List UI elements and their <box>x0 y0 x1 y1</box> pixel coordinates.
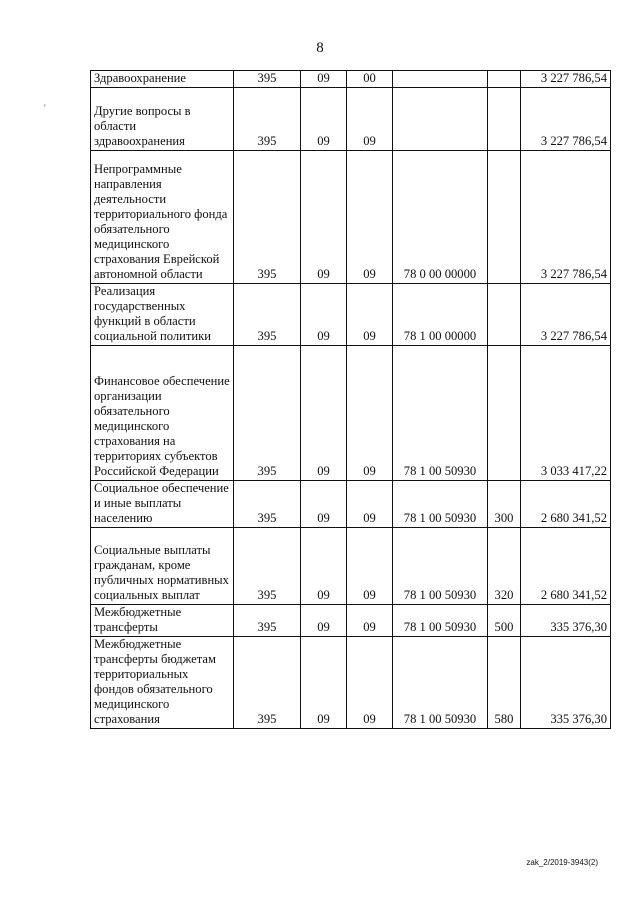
row-expense-type <box>488 88 521 151</box>
row-target-code: 78 1 00 50930 <box>393 346 488 481</box>
row-target-code: 78 1 00 50930 <box>393 481 488 528</box>
row-section: 09 <box>301 637 347 729</box>
table-row <box>91 88 611 151</box>
row-amount: 2 680 341,52 <box>521 528 611 605</box>
row-amount: 3 227 786,54 <box>521 284 611 346</box>
row-admin-code: 395 <box>234 71 301 88</box>
row-subsection: 09 <box>347 481 393 528</box>
row-subsection: 09 <box>347 88 393 151</box>
table-row <box>91 481 611 528</box>
row-target-code: 78 1 00 50930 <box>393 637 488 729</box>
table-row <box>91 346 611 481</box>
row-amount: 2 680 341,52 <box>521 481 611 528</box>
document-code: zak_2/2019-3943(2) <box>526 858 598 867</box>
row-section: 09 <box>301 88 347 151</box>
table-row <box>91 605 611 637</box>
row-target-code: 78 1 00 50930 <box>393 605 488 637</box>
row-target-code: 78 1 00 00000 <box>393 284 488 346</box>
row-amount: 3 227 786,54 <box>521 88 611 151</box>
row-name: Межбюджетные трансферты <box>91 605 234 637</box>
row-name: Реализация государственных функций в области социальной политики <box>91 284 234 346</box>
row-section: 09 <box>301 528 347 605</box>
table-row <box>91 284 611 346</box>
row-name: Социальные выплаты гражданам, кроме публичных нормативных социальных выплат <box>91 528 234 605</box>
row-name: Здравоохранение <box>91 71 234 88</box>
row-admin-code: 395 <box>234 284 301 346</box>
row-amount: 3 227 786,54 <box>521 71 611 88</box>
row-section: 09 <box>301 71 347 88</box>
row-expense-type: 500 <box>488 605 521 637</box>
row-expense-type <box>488 71 521 88</box>
budget-table-body <box>91 71 611 729</box>
row-section: 09 <box>301 346 347 481</box>
row-subsection: 09 <box>347 151 393 284</box>
row-expense-type: 320 <box>488 528 521 605</box>
row-amount: 335 376,30 <box>521 605 611 637</box>
row-section: 09 <box>301 284 347 346</box>
row-target-code: 78 1 00 50930 <box>393 528 488 605</box>
row-name: Социальное обеспечение и иные выплаты населению <box>91 481 234 528</box>
row-admin-code: 395 <box>234 481 301 528</box>
row-expense-type: 580 <box>488 637 521 729</box>
row-admin-code: 395 <box>234 151 301 284</box>
row-subsection: 09 <box>347 605 393 637</box>
row-subsection: 09 <box>347 284 393 346</box>
row-expense-type <box>488 284 521 346</box>
stray-mark: ' <box>44 103 46 113</box>
row-subsection: 09 <box>347 637 393 729</box>
row-subsection: 09 <box>347 346 393 481</box>
row-admin-code: 395 <box>234 605 301 637</box>
table-row <box>91 528 611 605</box>
page-number: 8 <box>316 40 324 56</box>
row-target-code: 78 0 00 00000 <box>393 151 488 284</box>
row-section: 09 <box>301 481 347 528</box>
row-amount: 3 227 786,54 <box>521 151 611 284</box>
row-subsection: 09 <box>347 528 393 605</box>
row-amount: 335 376,30 <box>521 637 611 729</box>
row-expense-type: 300 <box>488 481 521 528</box>
table-row <box>91 637 611 729</box>
row-section: 09 <box>301 151 347 284</box>
row-target-code <box>393 71 488 88</box>
row-section: 09 <box>301 605 347 637</box>
table-row <box>91 71 611 88</box>
row-admin-code: 395 <box>234 88 301 151</box>
table-row <box>91 151 611 284</box>
row-amount: 3 033 417,22 <box>521 346 611 481</box>
row-admin-code: 395 <box>234 346 301 481</box>
row-expense-type <box>488 346 521 481</box>
row-name: Финансовое обеспечение организации обязательного медицинского страхования на территориях субъектов Российской Федерации <box>91 346 234 481</box>
row-name: Межбюджетные трансферты бюджетам территориальных фондов обязательного медицинского страхования <box>91 637 234 729</box>
row-subsection: 00 <box>347 71 393 88</box>
budget-table <box>90 70 611 729</box>
row-target-code <box>393 88 488 151</box>
row-expense-type <box>488 151 521 284</box>
row-admin-code: 395 <box>234 637 301 729</box>
row-name: Непрограммные направления деятельности территориального фонда обязательного медицинского страхования Еврейской автономной области <box>91 151 234 284</box>
row-admin-code: 395 <box>234 528 301 605</box>
row-name: Другие вопросы в области здравоохранения <box>91 88 234 151</box>
